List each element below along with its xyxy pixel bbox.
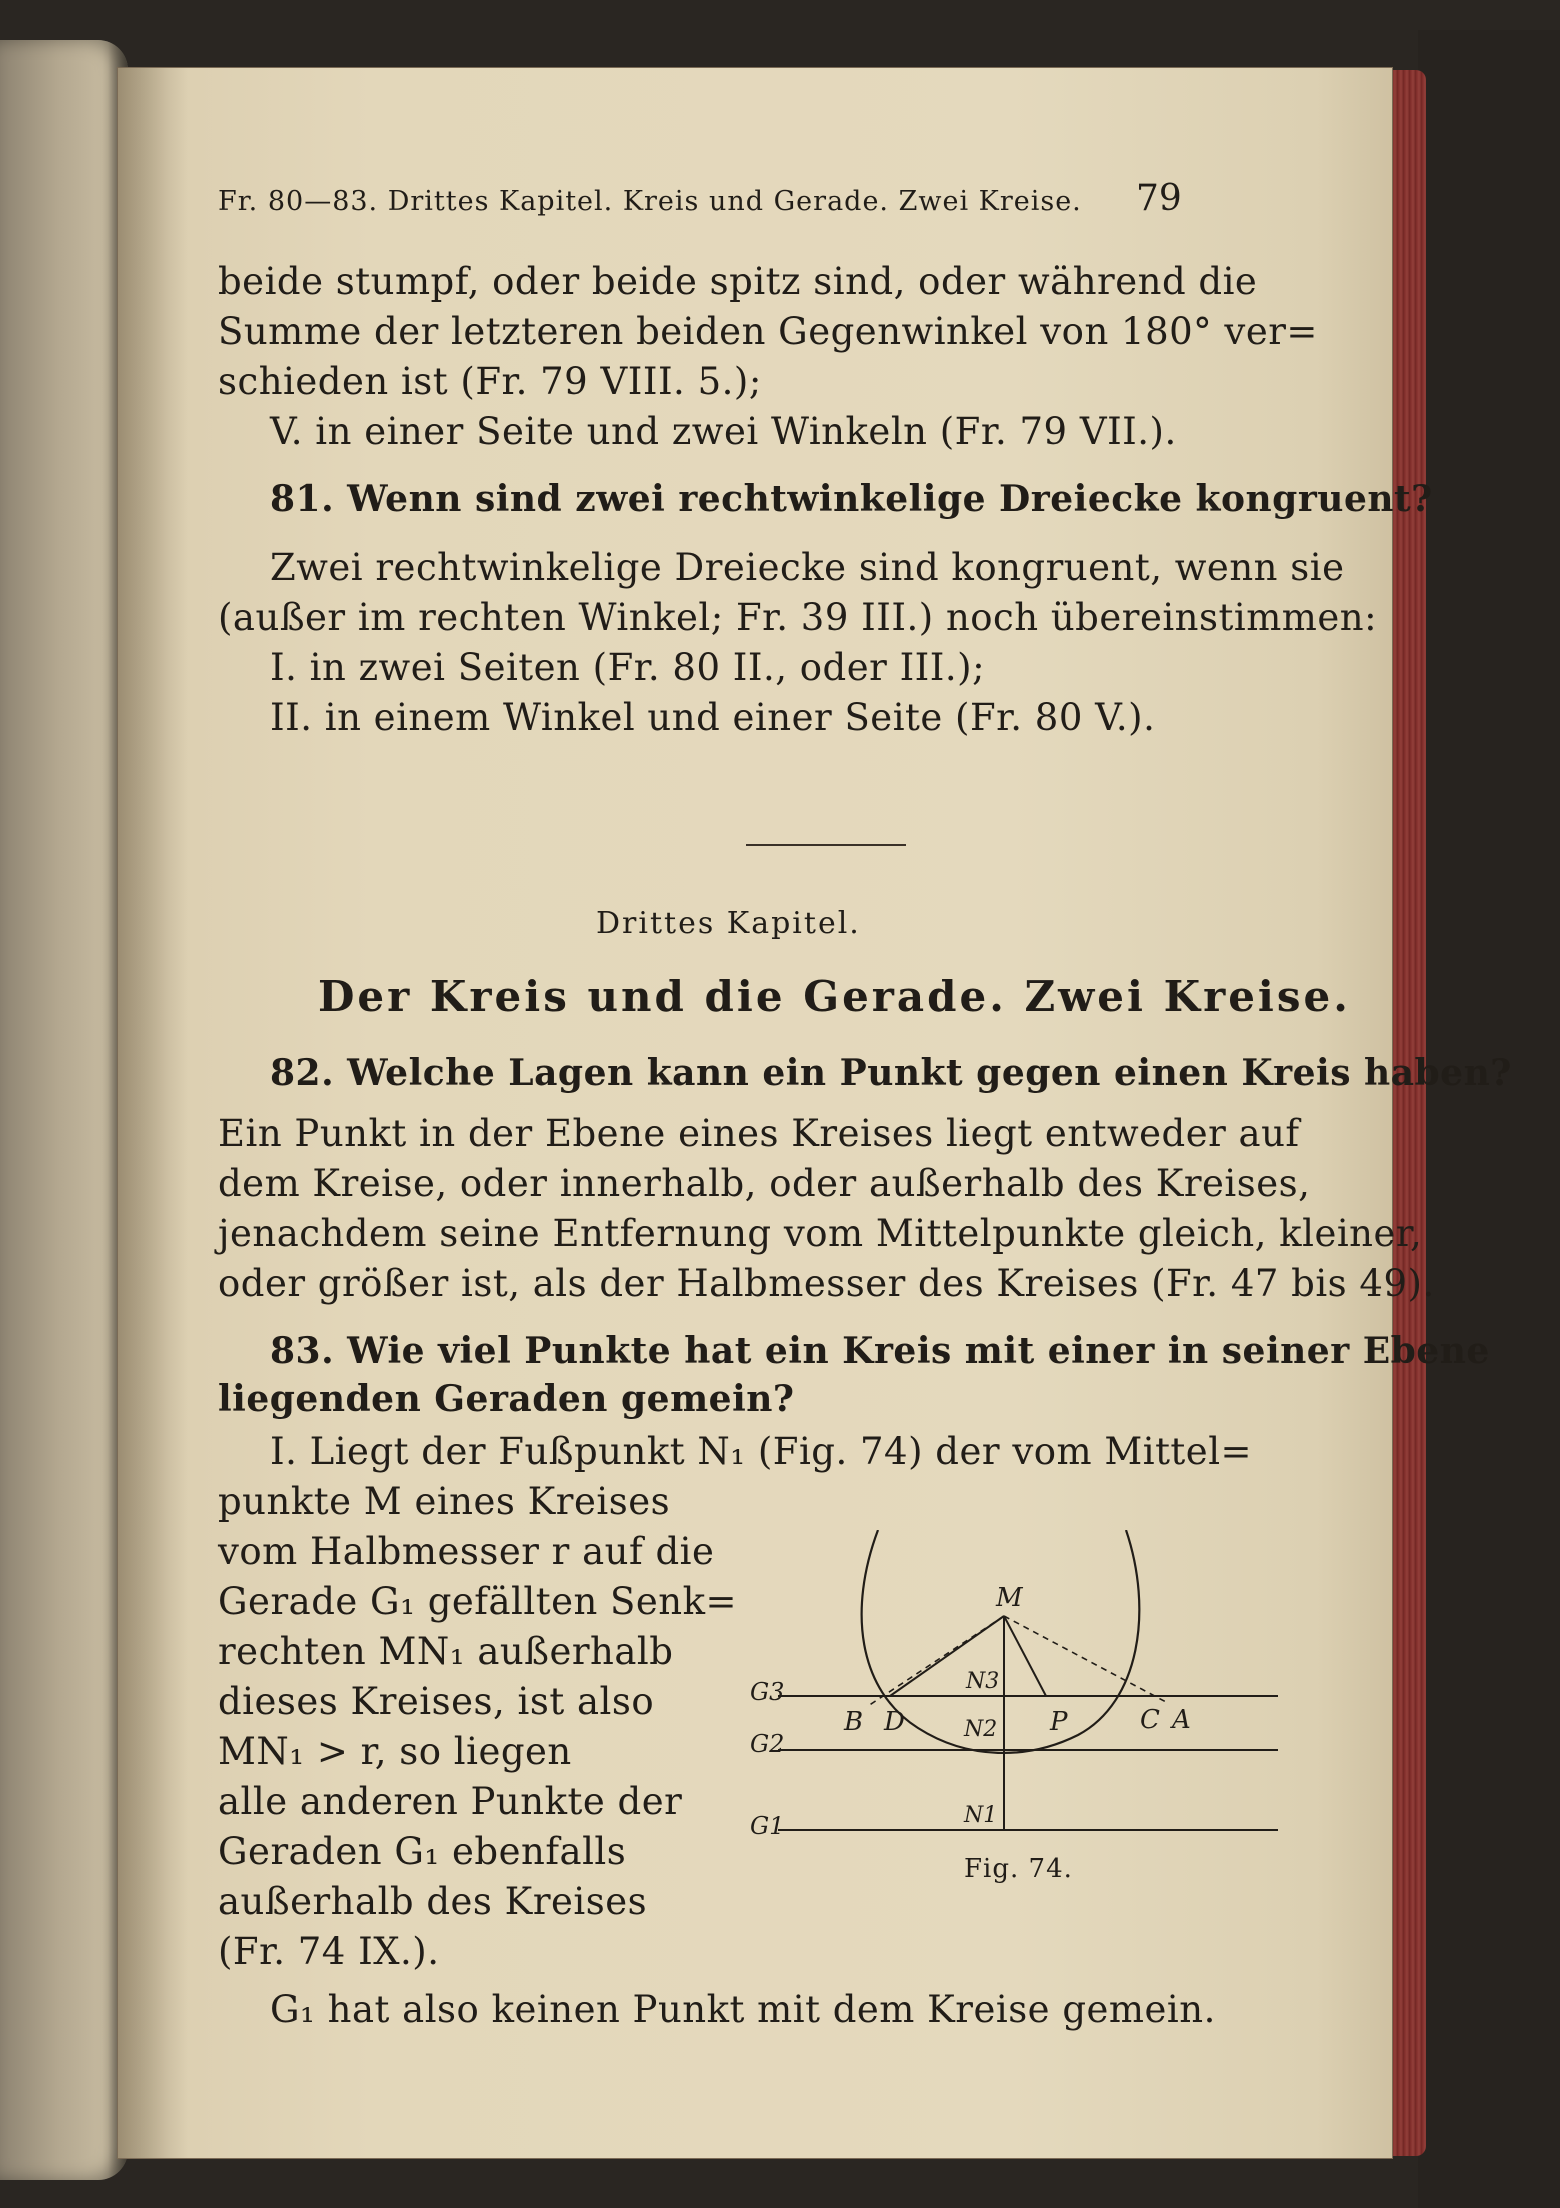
label-g1: G1 — [750, 1812, 785, 1840]
answer-82-line-1: Ein Punkt in der Ebene eines Kreises liegt entweder auf — [218, 1112, 1300, 1155]
running-head: Fr. 80—83. Drittes Kapitel. Kreis und Gerade. Zwei Kreise. — [218, 186, 1082, 217]
dashed-ma — [1004, 1616, 1166, 1702]
answer-83-line-2: punkte M eines Kreises — [218, 1480, 671, 1523]
answer-83-line-9: Geraden G₁ ebenfalls — [218, 1830, 627, 1873]
answer-83-line-10: außerhalb des Kreises — [218, 1880, 648, 1923]
label-n3: N3 — [966, 1669, 1000, 1694]
text-line-3: schieden ist (Fr. 79 VIII. 5.); — [218, 360, 762, 403]
answer-83-line-4: Gerade G₁ gefällten Senk= — [218, 1580, 738, 1623]
answer-83-line-12: G₁ hat also keinen Punkt mit dem Kreise gemein. — [270, 1988, 1216, 2031]
label-g2: G2 — [750, 1730, 785, 1758]
answer-83-line-3: vom Halbmesser r auf die — [218, 1530, 715, 1573]
text-line-4: V. in einer Seite und zwei Winkeln (Fr. 79 VII.). — [270, 410, 1177, 453]
label-b: B — [844, 1707, 864, 1737]
label-p: P — [1050, 1707, 1068, 1737]
answer-83-line-7: MN₁ > r, so liegen — [218, 1730, 572, 1773]
answer-83-line-1: I. Liegt der Fußpunkt N₁ (Fig. 74) der vom Mittel= — [270, 1430, 1253, 1473]
label-d: D — [884, 1707, 905, 1737]
answer-82-line-4: oder größer ist, als der Halbmesser des Kreises (Fr. 47 bis 49). — [218, 1262, 1435, 1305]
chapter-label: Drittes Kapitel. — [596, 906, 861, 941]
section-divider — [746, 844, 906, 846]
label-c: C — [1140, 1705, 1160, 1735]
answer-83-line-11: (Fr. 74 IX.). — [218, 1930, 440, 1973]
previous-page-edge — [0, 40, 128, 2180]
book-page — [118, 68, 1512, 2158]
answer-81-line-4: II. in einem Winkel und einer Seite (Fr. 80 V.). — [270, 696, 1156, 739]
label-a: A — [1172, 1705, 1191, 1735]
figure-caption: Fig. 74. — [964, 1854, 1073, 1884]
answer-81-line-3: I. in zwei Seiten (Fr. 80 II., oder III.); — [270, 646, 986, 689]
question-83-line-1: 83. Wie viel Punkte hat ein Kreis mit einer in seiner Ebene — [270, 1330, 1490, 1372]
answer-83-line-8: alle anderen Punkte der — [218, 1780, 683, 1823]
book-cover-background — [1418, 30, 1560, 2208]
answer-83-line-5: rechten MN₁ außerhalb — [218, 1630, 674, 1673]
answer-81-line-1: Zwei rechtwinkelige Dreiecke sind kongruent, wenn sie — [270, 546, 1345, 589]
answer-82-line-3: jenachdem seine Entfernung vom Mittelpunkte gleich, kleiner, — [218, 1212, 1423, 1255]
text-line-2: Summe der letzteren beiden Gegenwinkel von 180° ver= — [218, 310, 1318, 353]
label-n2: N2 — [964, 1717, 998, 1742]
chapter-title: Der Kreis und die Gerade. Zwei Kreise. — [318, 972, 1351, 1021]
answer-82-line-2: dem Kreise, oder innerhalb, oder außerhalb des Kreises, — [218, 1162, 1311, 1205]
question-83-line-2: liegenden Geraden gemein? — [218, 1378, 795, 1420]
page-number: 79 — [1136, 178, 1182, 219]
question-82: 82. Welche Lagen kann ein Punkt gegen einen Kreis haben? — [270, 1052, 1512, 1094]
question-81: 81. Wenn sind zwei rechtwinkelige Dreiecke kongruent? — [270, 478, 1433, 520]
answer-81-line-2: (außer im rechten Winkel; Fr. 39 III.) noch übereinstimmen: — [218, 596, 1378, 639]
label-n1: N1 — [964, 1803, 998, 1828]
figure-74 — [748, 1530, 1288, 1850]
label-g3: G3 — [750, 1678, 785, 1706]
answer-83-line-6: dieses Kreises, ist also — [218, 1680, 655, 1723]
label-m: M — [996, 1583, 1023, 1613]
red-page-edges — [1392, 70, 1426, 2156]
text-line-1: beide stumpf, oder beide spitz sind, oder während die — [218, 260, 1258, 303]
